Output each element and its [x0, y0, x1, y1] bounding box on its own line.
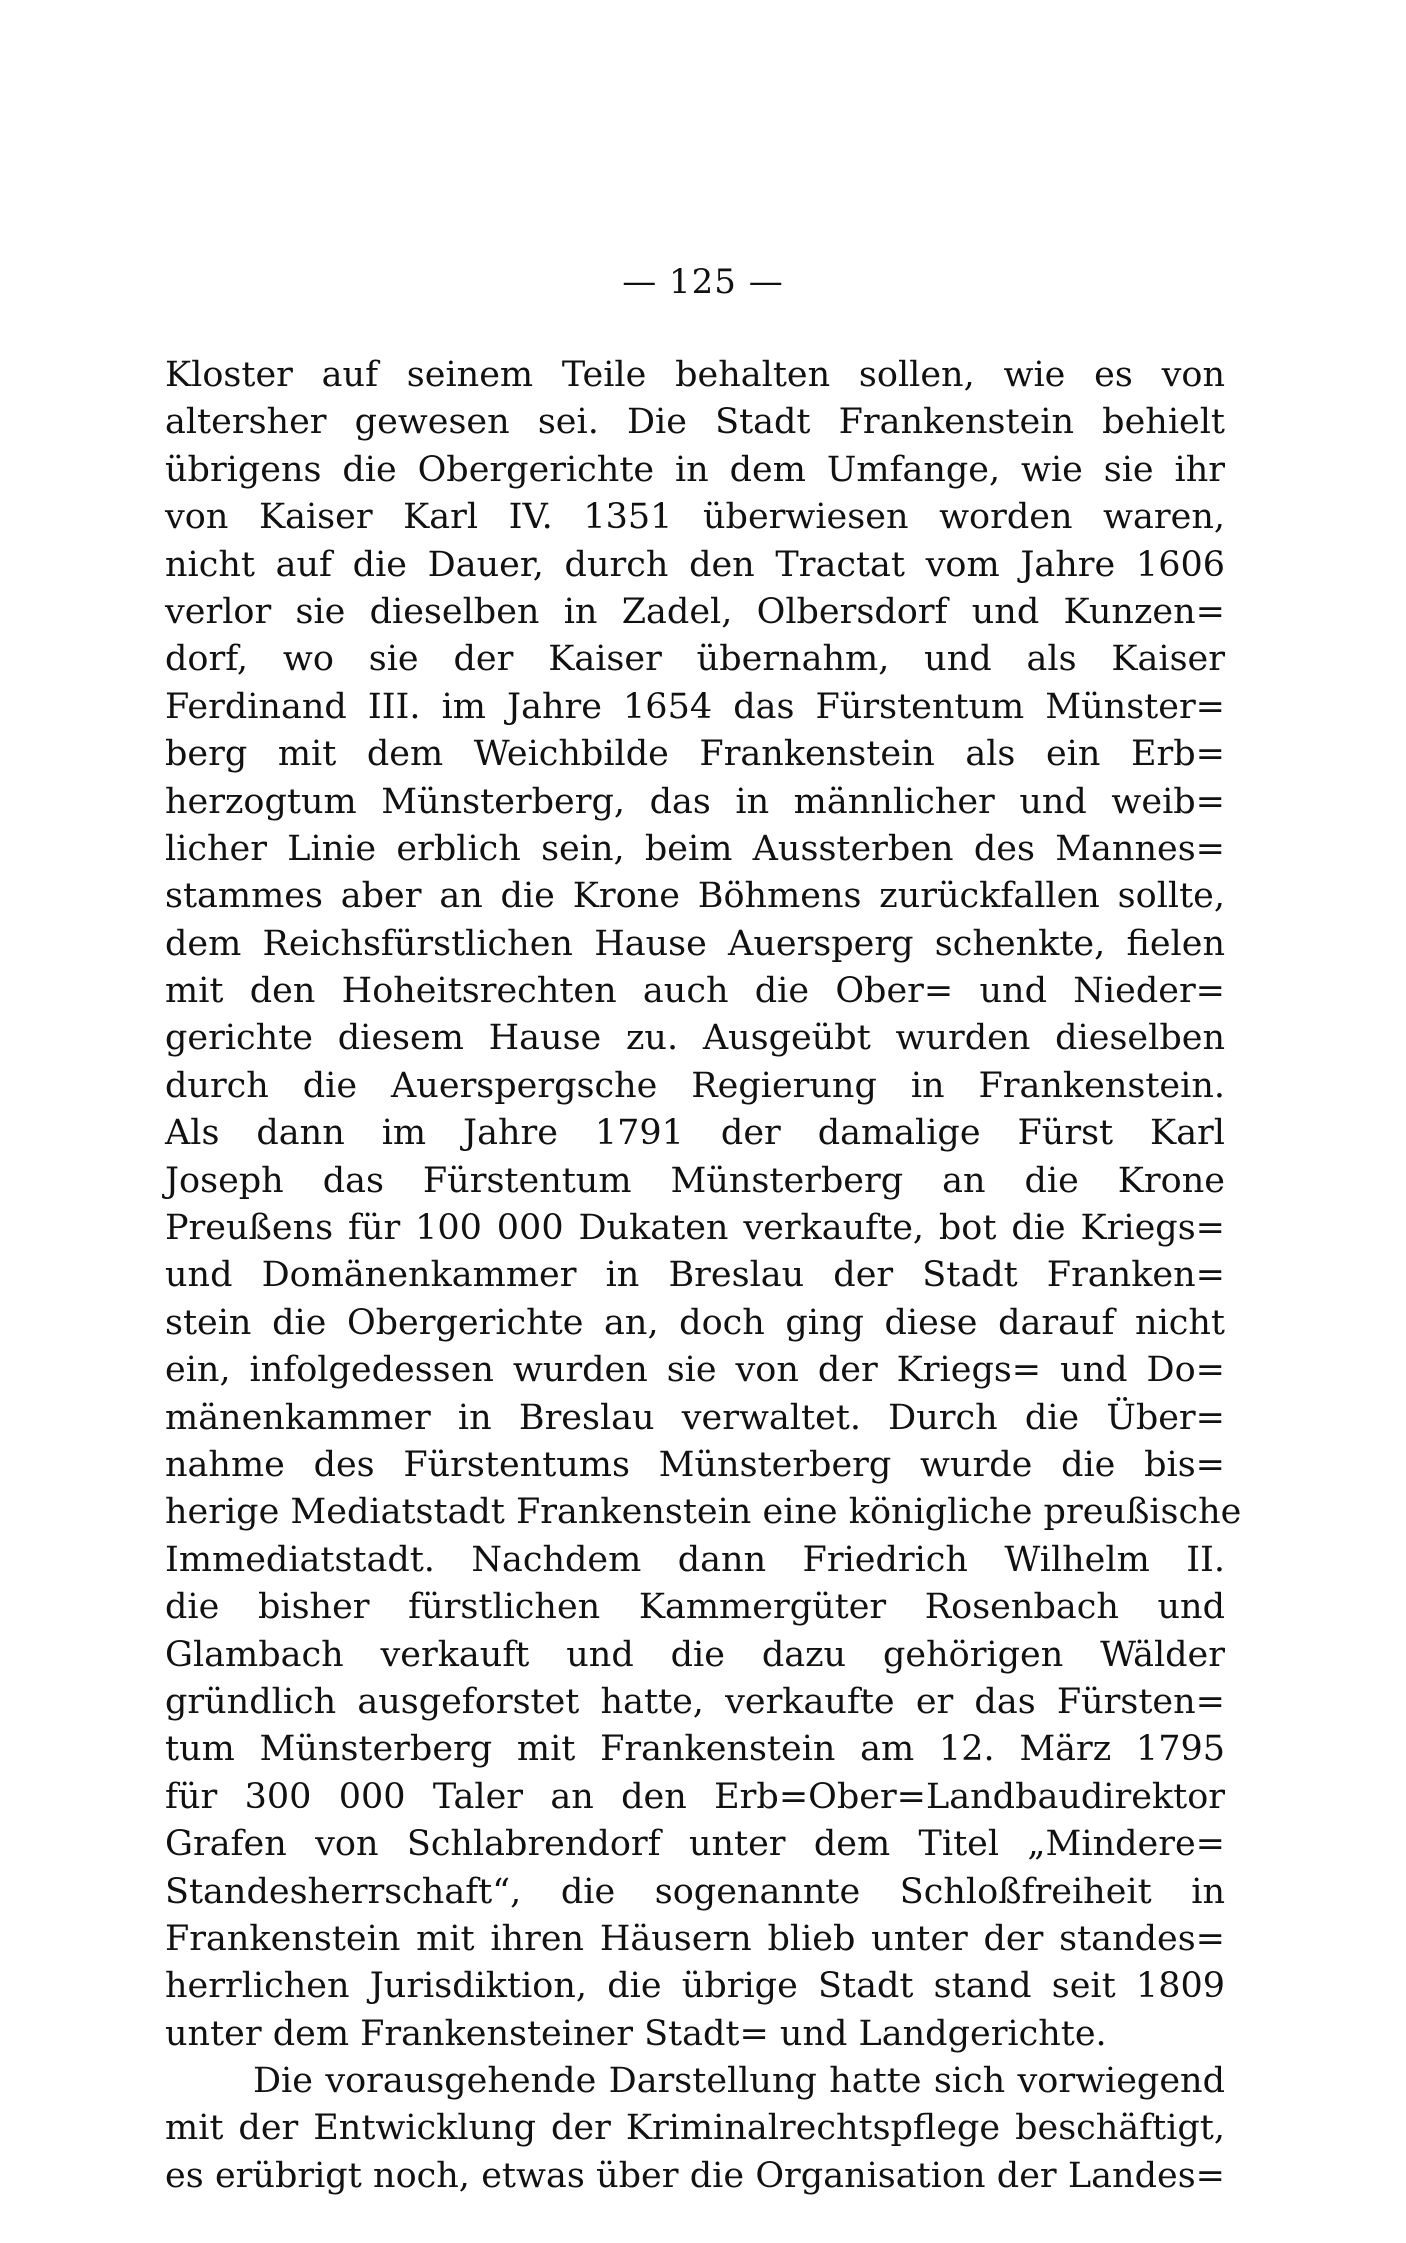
text-line: von Kaiser Karl IV. 1351 überwiesen worden waren,: [165, 497, 1225, 538]
text-line: Standesherrschaft“, die sogenannte Schloßfreiheit in: [165, 1871, 1225, 1912]
text-line: Immediatstadt. Nachdem dann Friedrich Wilhelm II.: [165, 1539, 1225, 1580]
paragraph-1: [165, 352, 1242, 2058]
text-line: Preußens für 100 000 Dukaten verkaufte, bot die Kriegs=: [165, 1208, 1225, 1249]
text-line: altersher gewesen sei. Die Stadt Frankenstein behielt: [165, 402, 1225, 443]
text-line: dorf, wo sie der Kaiser übernahm, und als Kaiser: [165, 639, 1225, 680]
text-line: für 300 000 Taler an den Erb=Ober=Landbaudirektor: [165, 1776, 1225, 1817]
text-line: Glambach verkauft und die dazu gehörigen Wälder: [165, 1634, 1225, 1675]
text-line: Joseph das Fürstentum Münsterberg an die Krone: [165, 1160, 1225, 1201]
text-line: durch die Auerspergsche Regierung in Frankenstein.: [165, 1065, 1225, 1106]
text-line: mit der Entwicklung der Kriminalrechtspflege beschäftigt,: [165, 2108, 1225, 2149]
text-line: nahme des Fürstentums Münsterberg wurde die bis=: [165, 1444, 1225, 1485]
text-line: verlor sie dieselben in Zadel, Olbersdorf und Kunzen=: [165, 591, 1225, 632]
text-line: Kloster auf seinem Teile behalten sollen, wie es von: [165, 355, 1225, 395]
text-line: tum Münsterberg mit Frankenstein am 12. März 1795: [165, 1729, 1225, 1770]
text-line: stammes aber an die Krone Böhmens zurückfallen sollte,: [165, 876, 1225, 917]
text-line: herzogtum Münsterberg, das in männlicher und weib=: [165, 781, 1225, 822]
page-number: — 125 —: [622, 262, 784, 302]
paragraph-2: [165, 2058, 1225, 2200]
text-line: herrlichen Jurisdiktion, die übrige Stadt stand seit 1809: [165, 1966, 1225, 2007]
text-line: übrigens die Obergerichte in dem Umfange, wie sie ihr: [165, 449, 1225, 490]
text-line: mit den Hoheitsrechten auch die Ober= und Nieder=: [165, 971, 1225, 1012]
text-line: herige Mediatstadt Frankenstein eine königliche preußische: [165, 1492, 1242, 1533]
text-line: ein, infolgedessen wurden sie von der Kriegs= und Do=: [165, 1350, 1225, 1391]
text-line: gründlich ausgeforstet hatte, verkaufte er das Fürsten=: [165, 1681, 1225, 1722]
text-line: licher Linie erblich sein, beim Aussterben des Mannes=: [165, 828, 1225, 869]
text-line: dem Reichsfürstlichen Hause Auersperg schenkte, fielen: [165, 923, 1225, 964]
body-text: [165, 352, 1242, 2200]
text-line: Ferdinand III. im Jahre 1654 das Fürstentum Münster=: [165, 686, 1225, 727]
text-line: unter dem Frankensteiner Stadt= und Landgerichte.: [165, 2013, 1107, 2054]
text-line: Grafen von Schlabrendorf unter dem Titel „Mindere=: [165, 1824, 1225, 1865]
text-line: und Domänenkammer in Breslau der Stadt Franken=: [165, 1255, 1225, 1296]
text-line: nicht auf die Dauer, durch den Tractat vom Jahre 1606: [165, 544, 1225, 585]
text-line: Als dann im Jahre 1791 der damalige Fürst Karl: [165, 1113, 1225, 1154]
text-line: berg mit dem Weichbilde Frankenstein als ein Erb=: [165, 734, 1225, 775]
text-line: Die vorausgehende Darstellung hatte sich vorwiegend: [253, 2061, 1225, 2102]
text-line: mänenkammer in Breslau verwaltet. Durch die Über=: [165, 1397, 1225, 1438]
text-line: die bisher fürstlichen Kammergüter Rosenbach und: [165, 1587, 1225, 1628]
text-line: gerichte diesem Hause zu. Ausgeübt wurden dieselben: [165, 1018, 1225, 1059]
text-line: stein die Obergerichte an, doch ging diese darauf nicht: [165, 1302, 1225, 1343]
text-line: es erübrigt noch, etwas über die Organisation der Landes=: [165, 2155, 1225, 2196]
text-line: Frankenstein mit ihren Häusern blieb unter der standes=: [165, 1918, 1225, 1959]
